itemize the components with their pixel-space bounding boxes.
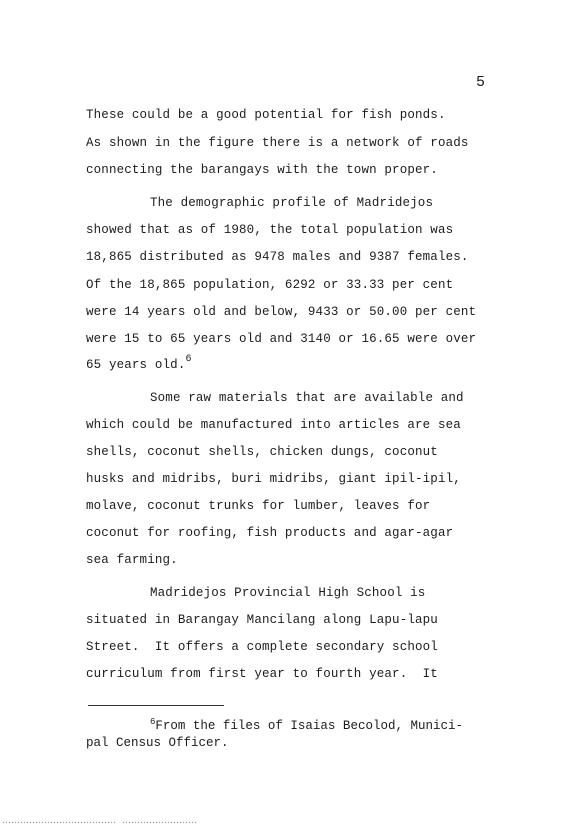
footnote-text: From the files of Isaias Becolod, Munici- [155,719,463,733]
text-line: Street. It offers a complete secondary school [86,640,438,654]
text-line: molave, coconut trunks for lumber, leaves for [86,499,431,513]
footnote-marker: 6 [150,717,156,727]
text-line: showed that as of 1980, the total population was [86,223,454,237]
text-line: connecting the barangays with the town proper. [86,163,438,177]
text-line: As shown in the figure there is a network of roads [86,136,469,150]
text-line: which could be manufactured into articles are sea [86,418,461,432]
footnote-divider [88,705,224,706]
text-line: 65 years old. [86,358,186,372]
text-line: were 15 to 65 years old and 3140 or 16.65 were over [86,332,477,346]
text-line: These could be a good potential for fish ponds. [86,108,446,122]
text-line: sea farming. [86,553,178,567]
text-line-with-footnote-ref [86,354,192,372]
text-line: Of the 18,865 population, 6292 or 33.33 per cent [86,278,454,292]
text-line: were 14 years old and below, 9433 or 50.00 per cent [86,305,477,319]
text-line: coconut for roofing, fish products and agar-agar [86,526,454,540]
scan-artifact: ▪▪▪▪▪▪▪▪▪▪▪▪▪▪▪▪▪▪▪▪▪▪▪▪▪▪▪▪▪▪▪▪▪▪▪▪▪▪ ▪▪▪▪▪▪▪▪▪▪▪▪▪▪▪▪▪▪▪▪▪▪▪▪▪ [2,820,198,826]
text-line: curriculum from first year to fourth year. It [86,667,438,681]
text-line: situated in Barangay Mancilang along Lapu-lapu [86,613,438,627]
text-line: The demographic profile of Madridejos [150,196,434,210]
text-line: husks and midribs, buri midribs, giant ipil-ipil, [86,472,461,486]
footnote-reference: 6 [185,354,192,365]
footnote-line: pal Census Officer. [86,736,229,750]
text-line: Some raw materials that are available and [150,391,464,405]
text-line: shells, coconut shells, chicken dungs, coconut [86,445,438,459]
footnote-line [150,719,463,733]
text-line: 18,865 distributed as 9478 males and 9387 females. [86,250,469,264]
page-number: 5 [476,74,486,91]
text-line: Madridejos Provincial High School is [150,586,426,600]
